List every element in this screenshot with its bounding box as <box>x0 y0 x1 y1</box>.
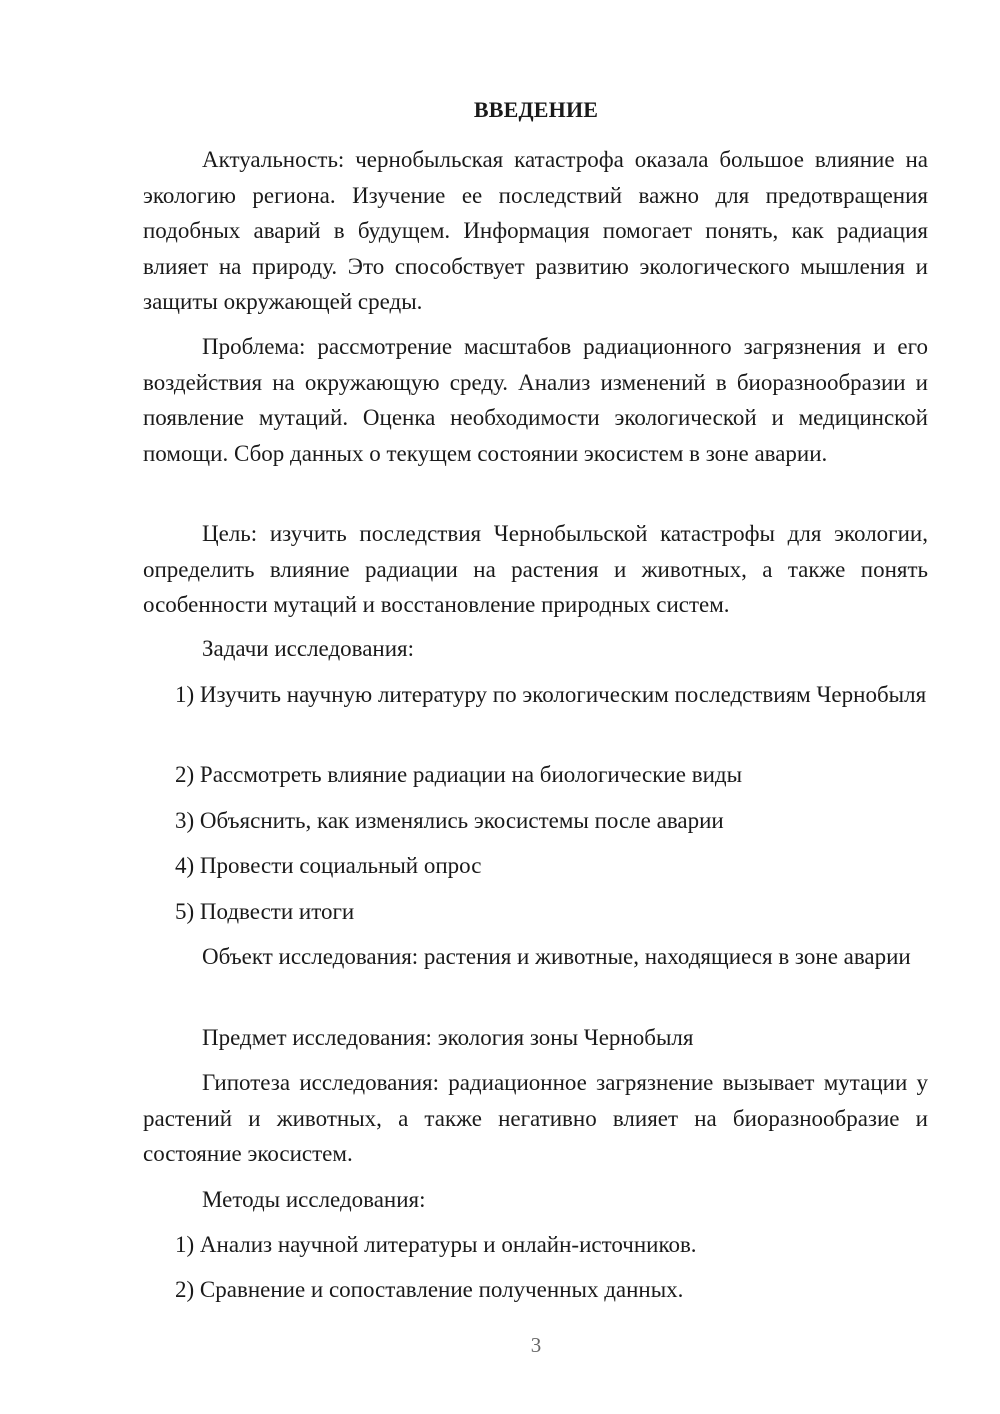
task-item-1: 1) Изучить научную литературу по экологическим последствиям Чернобыля <box>175 682 927 707</box>
goal-paragraph: Цель: изучить последствия Чернобыльской катастрофы для экологии, определить влияние радиации на растения и животных, а также понять особенности мутаций и восстановление природных систем. <box>143 521 928 617</box>
task-item-3: 3) Объяснить, как изменялись экосистемы после аварии <box>175 808 724 833</box>
task-item-5: 5) Подвести итоги <box>175 899 355 924</box>
method-item-2: 2) Сравнение и сопоставление полученных данных. <box>175 1277 684 1302</box>
methods-heading: Методы исследования: <box>202 1187 426 1212</box>
hypothesis-paragraph: Гипотеза исследования: радиационное загрязнение вызывает мутации у растений и животных, а также негативно влияет на биоразнообразие и состояние экосистем. <box>143 1070 928 1166</box>
subject-paragraph: Предмет исследования: экология зоны Чернобыля <box>202 1025 694 1050</box>
tasks-heading: Задачи исследования: <box>202 636 415 661</box>
relevance-paragraph: Актуальность: чернобыльская катастрофа оказала большое влияние на экологию региона. Изучение ее последствий важно для предотвращения подобных аварий в будущем. Информация помогает понять, как радиация влияет на природу. Это способствует развитию экологического мышления и защиты окружающей среды. <box>143 147 928 314</box>
page-title: ВВЕДЕНИЕ <box>473 97 599 122</box>
page-number: 3 <box>530 1333 542 1357</box>
method-item-1: 1) Анализ научной литературы и онлайн-источников. <box>175 1232 697 1257</box>
problem-paragraph: Проблема: рассмотрение масштабов радиационного загрязнения и его воздействия на окружающую среду. Анализ изменений в биоразнообразии и появление мутаций. Оценка необходимости экологической и медицинской помощи. Сбор данных о текущем состоянии экосистем в зоне аварии. <box>143 334 928 466</box>
task-item-2: 2) Рассмотреть влияние радиации на биологические виды <box>175 762 743 787</box>
task-item-4: 4) Провести социальный опрос <box>175 853 482 878</box>
object-paragraph: Объект исследования: растения и животные, находящиеся в зоне аварии <box>202 944 911 969</box>
